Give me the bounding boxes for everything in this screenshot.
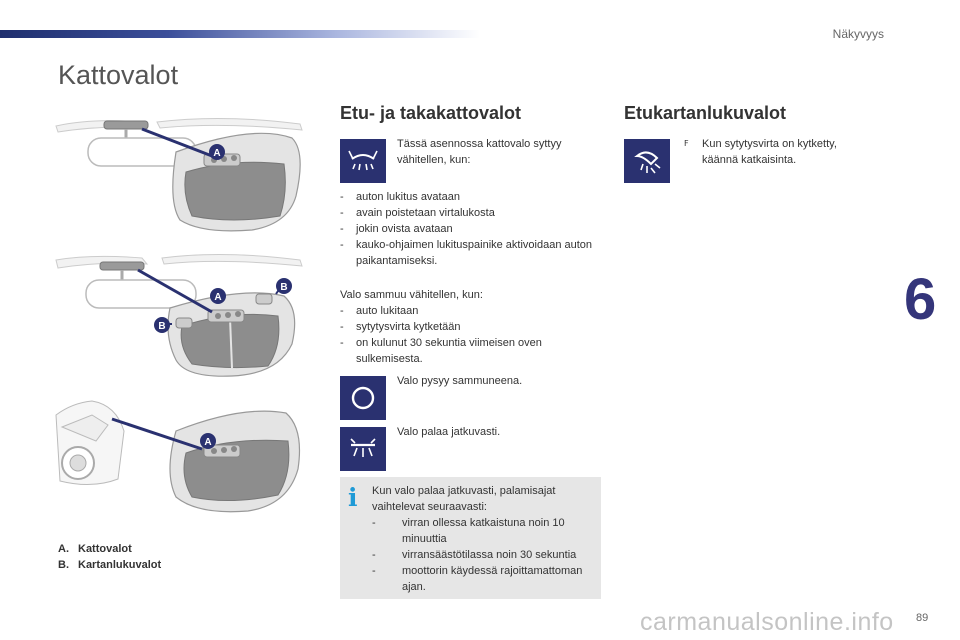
svg-text:A: A: [213, 148, 221, 159]
bullet-symbol: F: [684, 139, 689, 148]
illustration-roof-lamp-front: [52, 112, 314, 237]
on-mode-icon: [340, 427, 386, 471]
illustration-roof-lamp-rear-seat: [52, 397, 314, 519]
list-item: - avain poistetaan virtalukosta: [340, 205, 602, 221]
map-light-instruction-row: [684, 136, 874, 168]
info-list: [372, 515, 598, 595]
svg-text:B: B: [158, 321, 166, 332]
on-mode-text: Valo palaa jatkuvasti.: [397, 426, 501, 438]
list-item: - moottorin käydessä rajoittamattoman ajan.: [372, 563, 598, 595]
off-mode-text: Valo pysyy sammuneena.: [397, 375, 523, 387]
map-light-icon: [624, 139, 670, 183]
chapter-number: 6: [904, 267, 937, 332]
legend-item-b: B. Kartanlukuvalot: [58, 559, 162, 571]
list-item: - virran ollessa katkaistuna noin 10 minuuttia: [372, 515, 598, 547]
list-item: - jokin ovista avataan: [340, 221, 602, 237]
door-mode-icon: [340, 139, 386, 183]
on-conditions-list: [340, 189, 602, 269]
list-item: - sytytysvirta kytketään: [340, 319, 602, 335]
off-mode-icon: [340, 376, 386, 420]
svg-text:A: A: [204, 437, 212, 448]
header-gradient-bar: [0, 30, 480, 38]
list-item: - auto lukitaan: [340, 303, 602, 319]
illustration-roof-lamp-rear: [52, 250, 314, 385]
door-mode-intro: Tässä asennossa kattovalo syttyy vähitellen, kun:: [397, 138, 562, 166]
off-intro: Valo sammuu vähitellen, kun:: [340, 289, 483, 301]
list-item: - auton lukitus avataan: [340, 189, 602, 205]
front-rear-title: Etu- ja takakattovalot: [340, 103, 522, 123]
legend-item-a: A. Kattovalot: [58, 543, 132, 555]
page-title: Kattovalot: [58, 60, 179, 90]
legend: [58, 541, 161, 573]
map-lights-title: Etukartanlukuvalot: [624, 103, 787, 123]
map-light-instruction: Kun sytytysvirta on kytketty, käännä katkaisinta.: [702, 138, 837, 166]
info-box: [340, 477, 601, 599]
svg-text:A: A: [214, 292, 222, 303]
list-item: - virransäästötilassa noin 30 sekuntia: [372, 547, 598, 563]
info-icon: i: [348, 483, 358, 512]
off-conditions-list: [340, 303, 602, 367]
info-intro: Kun valo palaa jatkuvasti, palamisajat vaihtelevat seuraavasti:: [372, 485, 556, 513]
watermark: carmanualsonline.info: [640, 608, 894, 636]
page-number: 89: [916, 612, 929, 624]
list-item: - kauko-ohjaimen lukituspainike aktivoidaan auton paikantamiseksi.: [340, 237, 602, 269]
list-item: - on kulunut 30 sekuntia viimeisen oven sulkemisesta.: [340, 335, 602, 367]
svg-text:B: B: [280, 282, 288, 293]
section-label: Näkyvyys: [832, 27, 884, 41]
